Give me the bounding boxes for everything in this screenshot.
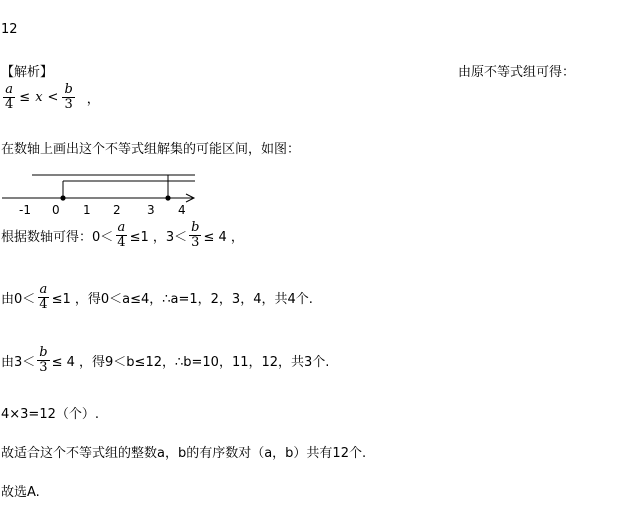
conclusion-middle: ≤1 ，3＜ (129, 229, 188, 245)
b-range-row (1, 343, 329, 377)
variable-x: x (35, 89, 43, 105)
fraction-b-over-3: $\frac{b}{3}$ (191, 219, 200, 250)
number-line-intro: 在数轴上画出这个不等式组解集的可能区间，如图： (1, 142, 301, 157)
final-answer-line: 故选A. (1, 485, 40, 500)
fraction-a-over-4: $\frac{a}{4}$ (5, 81, 14, 112)
tick-label: 3 (147, 203, 155, 217)
endpoint-dot-right (165, 195, 170, 200)
fraction-a-over-4: $\frac{a}{4}$ (117, 219, 126, 250)
lt-symbol: < (47, 89, 59, 105)
conclusion-row (1, 218, 244, 252)
leq-symbol: ≤ (19, 89, 31, 105)
analysis-label: 【解析】 (1, 65, 54, 80)
tick-label: 1 (83, 203, 91, 217)
summary-line: 故适合这个不等式组的整数a，b的有序数对（a，b）共有12个. (1, 446, 367, 461)
a-range-row (1, 280, 313, 314)
a-range-suffix: ≤1 ，得0＜a≤4，∴a=1，2，3，4，共4个. (51, 291, 313, 307)
tick-label: 2 (113, 203, 121, 217)
product-line: 4×3=12（个）. (1, 407, 100, 422)
fraction-a-over-4: $\frac{a}{4}$ (39, 281, 48, 312)
b-range-prefix: 由3＜ (1, 354, 36, 370)
fraction-b-over-3: $\frac{b}{3}$ (64, 81, 73, 112)
tick-label: 0 (52, 203, 60, 217)
answer-number: 12 (1, 22, 18, 37)
tick-label: -1 (19, 203, 31, 217)
fraction-b-over-3: $\frac{b}{3}$ (39, 344, 48, 375)
endpoint-dot-left (60, 195, 65, 200)
a-range-prefix: 由0＜ (1, 291, 36, 307)
number-line-diagram (0, 168, 210, 218)
inequality-row (1, 80, 100, 114)
tick-label: 4 (178, 203, 186, 217)
conclusion-suffix: ≤ 4 ， (203, 229, 244, 245)
comma: ， (86, 91, 100, 107)
b-range-suffix: ≤ 4 ，得9＜b≤12，∴b=10，11，12，共3个. (51, 354, 330, 370)
intro-right-text: 由原不等式组可得： (458, 65, 576, 80)
conclusion-prefix: 根据数轴可得：0＜ (1, 229, 114, 245)
